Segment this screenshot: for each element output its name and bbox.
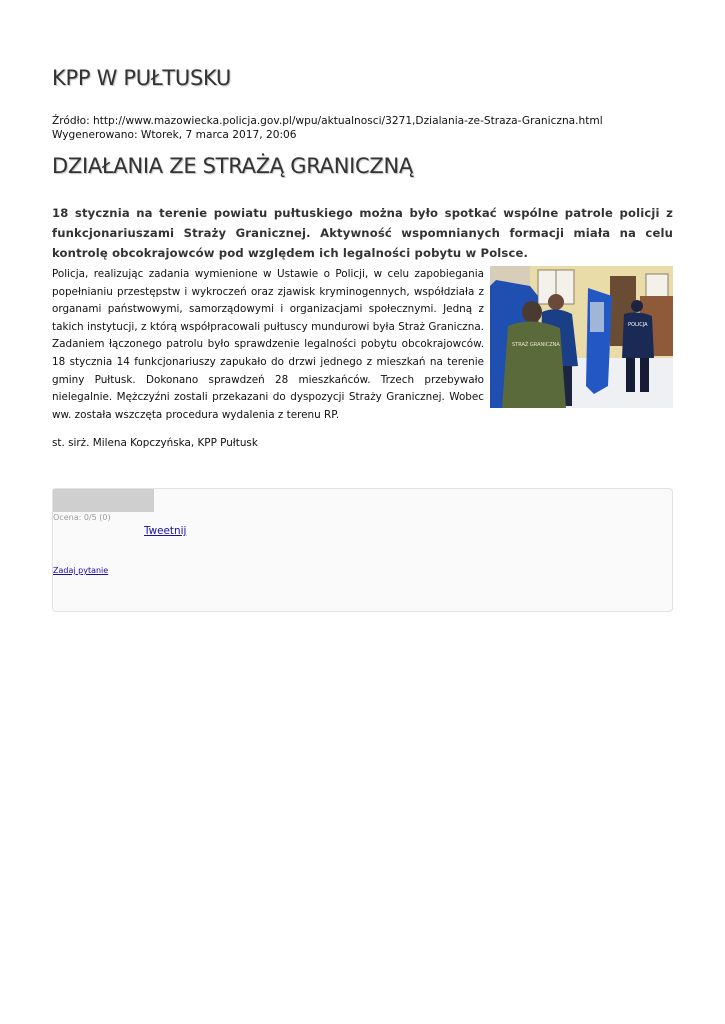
article-title: DZIAŁANIA ZE STRAŻĄ GRANICZNĄ bbox=[52, 154, 413, 178]
uniform-text-border-guard: STRAŻ GRANICZNA bbox=[512, 342, 560, 348]
article-body bbox=[52, 266, 673, 424]
article-signature: st. sirż. Milena Kopczyńska, KPP Pułtusk bbox=[52, 437, 258, 449]
rating-label: Ocena: 0/5 (0) bbox=[53, 513, 111, 522]
document-meta bbox=[52, 114, 603, 142]
rating-stars[interactable] bbox=[53, 489, 154, 512]
tweet-link[interactable]: Tweetnij bbox=[144, 525, 187, 537]
ask-question-link[interactable]: Zadaj pytanie bbox=[53, 566, 109, 575]
article-photo bbox=[490, 266, 673, 408]
article-body-text: Policja, realizując zadania wymienione w Ustawie o Policji, w celu zapobiegania popełnianiu przestępstw i wykroczeń oraz zjawisk kryminogennych, współdziała z organami państwowymi, samorządowymi i organizacjami społecznymi. Jedną z takich instytucji, z którą współpracowali pułtuscy mundurowi była Straż Graniczna. Zadaniem łączonego patrolu było sprawdzenie legalności pobytu obcokrajowców. 18 stycznia 14 funkcjonariuszy zapukało do drzwi jednego z mieszkań na terenie gminy Pułtusk. Dokonano sprawdzeń 28 mieszkańców. Trzech przebywało nielegalnie. Mężczyźni zostali przekazani do dyspozycji Straży Granicznej. Wobec ww. została wszczęta procedura wydalenia z terenu RP. bbox=[52, 268, 484, 421]
uniform-text-police: POLICJA bbox=[628, 322, 648, 328]
generated-line: Wygenerowano: Wtorek, 7 marca 2017, 20:06 bbox=[52, 129, 297, 141]
source-line: Źródło: http://www.mazowiecka.policja.gov.pl/wpu/aktualnosci/3271,Dzialania-ze-Straza-Graniczna.html bbox=[52, 115, 603, 127]
share-panel bbox=[52, 488, 673, 612]
article-lead: 18 stycznia na terenie powiatu pułtuskiego można było spotkać wspólne patrole policji z funkcjonariuszami Straży Granicznej. Aktywność wspomnianych formacji miała na celu kontrolę obcokrajowców pod względem ich legalności pobytu w Polsce. bbox=[52, 206, 673, 260]
site-title: KPP W PUŁTUSKU bbox=[52, 66, 231, 90]
